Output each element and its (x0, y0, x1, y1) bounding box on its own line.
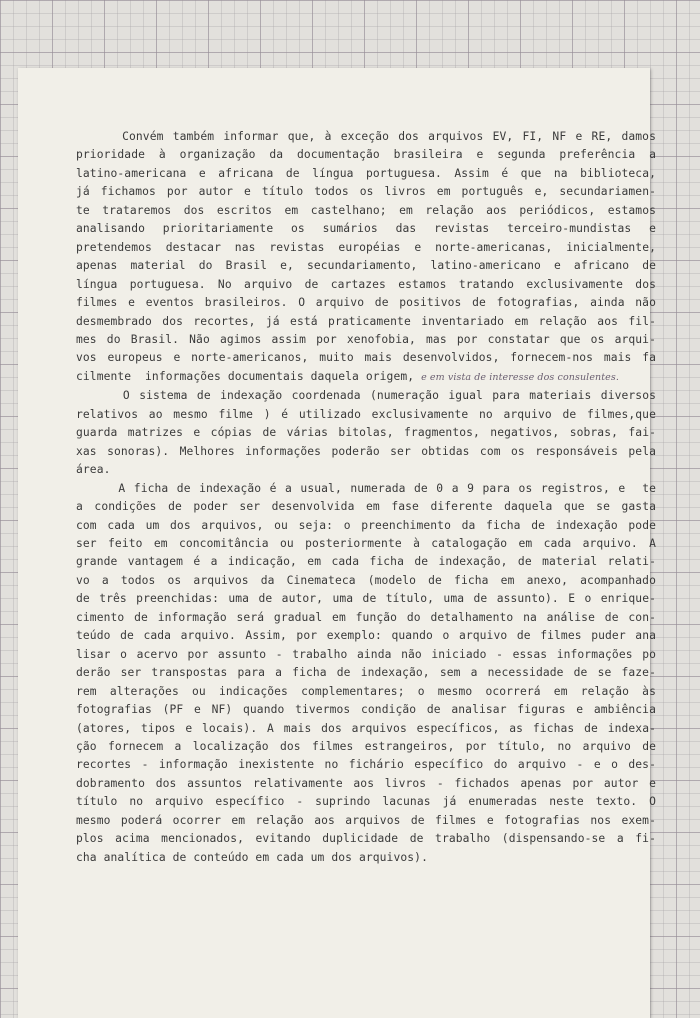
text-line: analisando prioritariamente os sumários das revistas terceiro-mundistas e (76, 222, 656, 236)
text-line: a condições de poder ser desenvolvida em fase diferente daquela que se gasta (76, 500, 656, 514)
text-line: área. (76, 463, 111, 477)
text-line: filmes e eventos brasileiros. O arquivo de positivos de fotografias, ainda não (76, 296, 656, 310)
text-line: latino-americana e africana de língua portuguesa. Assim é que na biblioteca, (76, 166, 656, 180)
text-line: Convém também informar que, à exceção dos arquivos EV, FI, NF e RE, damos (76, 130, 656, 143)
text-line-content: cilmente informações documentais daquela origem, (76, 369, 415, 383)
text-line: mes do Brasil. Não agimos assim por xenofobia, mas por constatar que os arqui- (76, 332, 656, 346)
text-line: te trataremos dos escritos em castelhano; em relação aos periódicos, estamos (76, 203, 656, 217)
text-line: dobramento dos assuntos relativamente aos livros - fichados apenas por autor e (76, 776, 656, 790)
text-line: ção fornecem a localização dos filmes estrangeiros, por título, no arquivo de (76, 739, 656, 753)
text-line: língua portuguesa. No arquivo de cartazes estamos tratando exclusivamente dos (76, 277, 656, 291)
text-line: plos acima mencionados, evitando duplicidade de trabalho (dispensando-se a fi- (76, 832, 656, 846)
paragraph-1 (76, 128, 656, 387)
text-line: A ficha de indexação é a usual, numerada de 0 a 9 para os registros, e te (76, 481, 656, 495)
text-line: fotografias (PF e NF) quando tivermos condição de analisar figuras e ambiência (76, 703, 656, 717)
text-line: rem alterações ou indicações complementares; o mesmo ocorrerá em relação às (76, 684, 656, 698)
text-line: O sistema de indexação coordenada (numeração igual para materiais diversos (76, 389, 656, 403)
text-line: grande vantagem é a indicação, em cada ficha de indexação, de material relati- (76, 555, 656, 569)
paragraph-2 (76, 387, 656, 479)
text-line: vos europeus e norte-americanos, muito mais desenvolvidos, fornecem-nos mais fa (76, 351, 656, 365)
text-line: prioridade à organização da documentação brasileira e segunda preferência a (76, 148, 656, 162)
text-line: xas sonoras). Melhores informações poderão ser obtidas com os responsáveis pela (76, 444, 656, 458)
text-line: mesmo poderá ocorrer em relação aos arquivos de filmes e fotografias nos exem- (76, 813, 656, 827)
text-line: desmembrado dos recortes, já está praticamente inventariado em relação aos fil- (76, 314, 656, 328)
text-line: teúdo de cada arquivo. Assim, por exemplo: quando o arquivo de filmes puder ana (76, 629, 656, 643)
text-line: com cada um dos arquivos, ou seja: o preenchimento da ficha de indexação pode (76, 518, 656, 532)
text-line: guarda matrizes e cópias de várias bitolas, fragmentos, negativos, sobras, fai- (76, 426, 656, 440)
text-line: título no arquivo específico - suprindo lacunas já enumeradas neste texto. O (76, 795, 656, 809)
text-line: ser feito em concomitância ou posteriormente à catalogação em cada arquivo. A (76, 536, 656, 550)
text-line: relativos ao mesmo filme ) é utilizado exclusivamente no arquivo de filmes,que (76, 407, 656, 421)
text-line: já fichamos por autor e título todos os livros em português e, secundariamen- (76, 185, 656, 199)
text-line: de três preenchidas: uma de autor, uma de título, uma de assunto). E o enrique- (76, 592, 656, 606)
text-line: cha analítica de conteúdo em cada um dos arquivos). (76, 850, 428, 864)
text-line: apenas material do Brasil e, secundariamento, latino-americano e africano de (76, 259, 656, 273)
text-line: (atores, tipos e locais). A mais dos arquivos específicos, as fichas de indexa- (76, 721, 656, 735)
text-line: recortes - informação inexistente no fichário específico do arquivo - e o des- (76, 758, 656, 772)
text-line: lisar o acervo por assunto - trabalho ainda não iniciado - essas informações po (76, 647, 656, 661)
text-line: derão ser transpostas para a ficha de indexação, sem a necessidade de se faze- (76, 666, 656, 680)
paper-sheet (18, 68, 656, 1018)
text-line: cimento de informação será gradual em função do detalhamento na análise de con- (76, 610, 656, 624)
typewritten-text (76, 128, 656, 867)
paragraph-3 (76, 480, 656, 868)
text-line (76, 368, 656, 387)
handwritten-note: e em vista de interesse dos consulentes. (421, 371, 619, 383)
text-line: vo a todos os arquivos da Cinemateca (modelo de ficha em anexo, acompanhado (76, 573, 656, 587)
text-line: pretendemos destacar nas revistas européias e norte-americanas, inicialmente, (76, 240, 656, 254)
